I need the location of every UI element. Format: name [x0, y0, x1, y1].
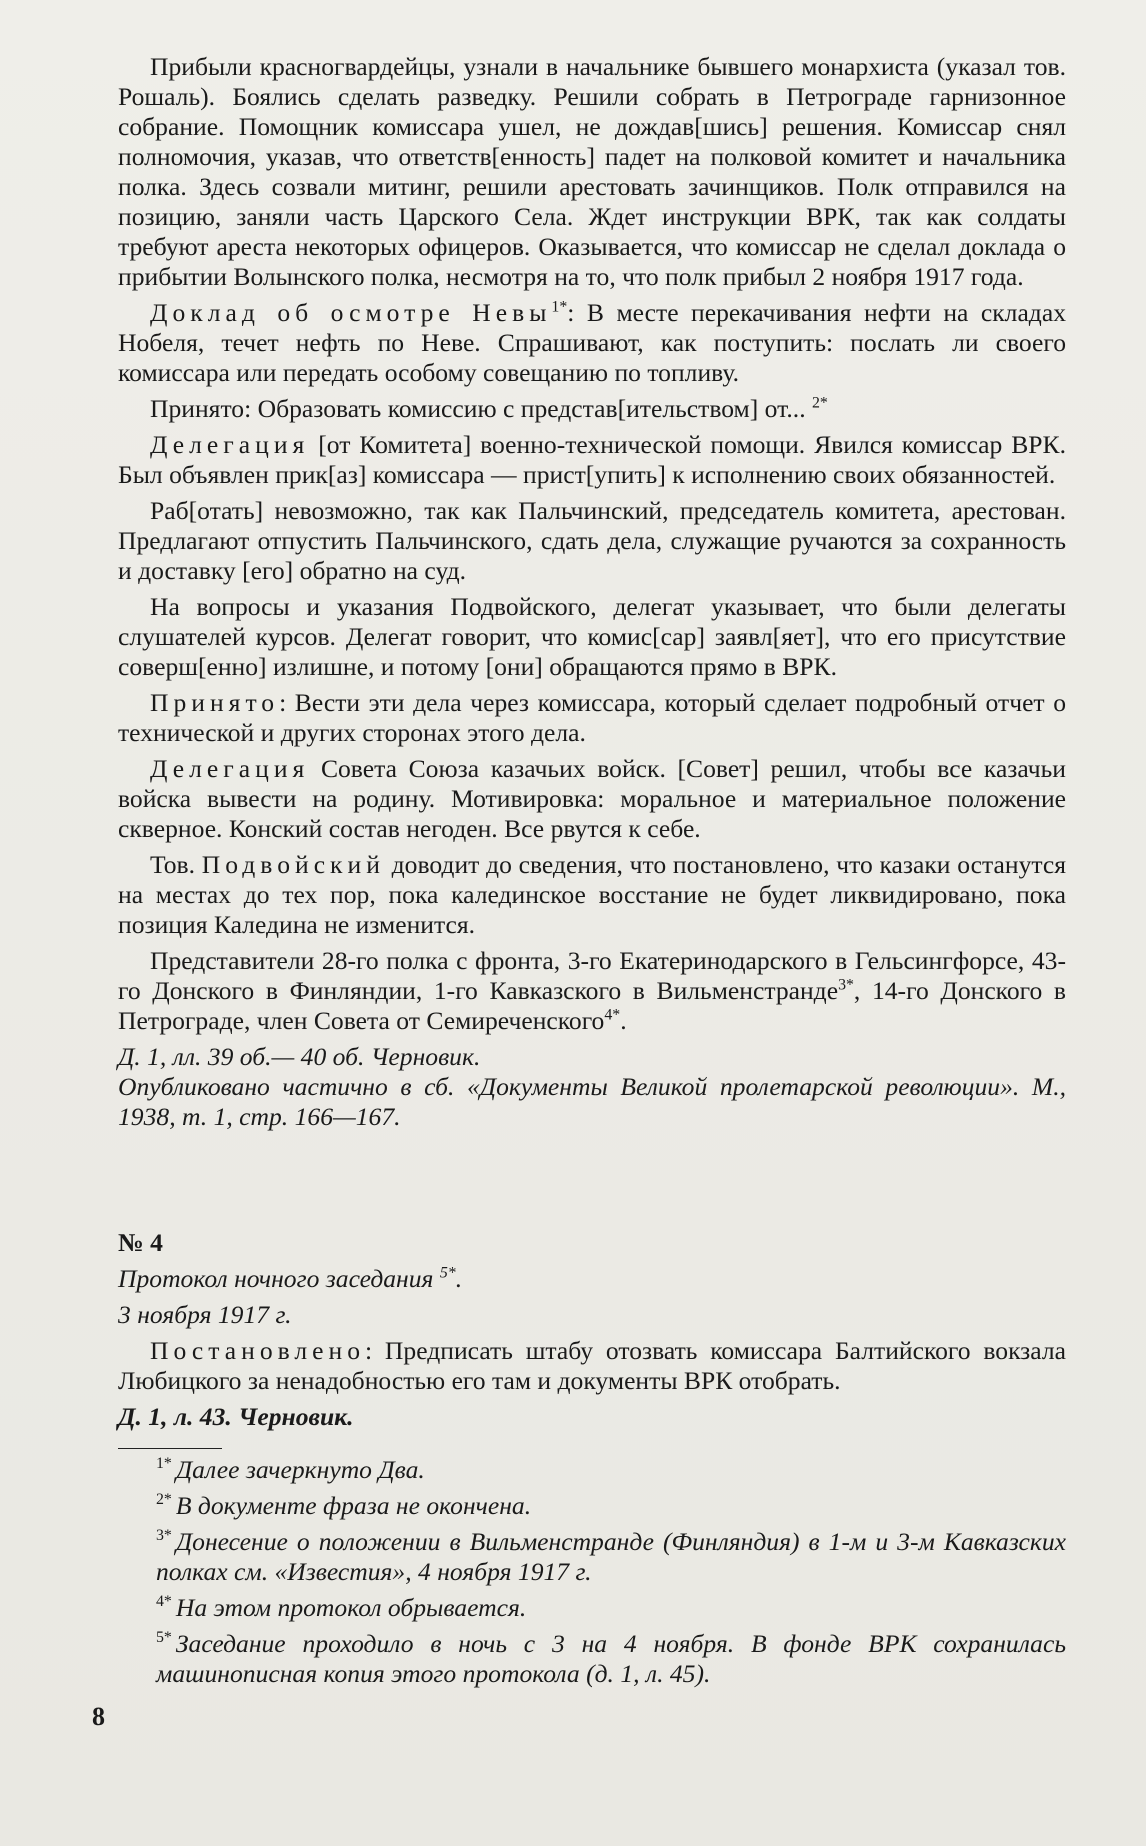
footnote-text: В документе фраза не окончена. — [175, 1491, 532, 1520]
paragraph-podvoisky-announcement — [118, 850, 1066, 940]
paragraph-report-volynsky: Прибыли красногвардейцы, узнали в начальнике бывшего монархиста (указал тов. Рошаль). Боялись сделать разведку. Решили собрать в Петрограде гарнизонное собрание. Помощник комиссара ушел, не дождав[шись] решения. Комиссар снял полномочия, указав, что ответств[енность] падет на полковой комитет и начальника полка. Здесь созвали митинг, решили арестовать зачинщиков. Полк отправился на позицию, заняли часть Царского Села. Ждет инструкции ВРК, так как солдаты требуют ареста некоторых офицеров. Оказывается, что комиссар не сделал доклада о прибытии Волынского полка, несмотря на то, что полк прибыл 2 ноября 1917 года. — [118, 52, 1066, 291]
document-title — [118, 1264, 1066, 1294]
spaced-heading: Делегация — [150, 754, 310, 783]
paragraph-accepted-commission — [118, 394, 1066, 424]
footnote-text: Заседание проходило в ночь с 3 на 4 ноября. В фонде ВРК сохранилась машинописная копия этого протокола (д. 1, л. 45). — [156, 1629, 1066, 1688]
footnote: $^{1*}$ Далее зачеркнуто Два. — [156, 1455, 425, 1484]
paragraph-text: , 14-го Донского в Петрограде, член Совета от Семиреченского — [118, 976, 1066, 1035]
footnotes — [118, 1455, 1066, 1689]
spaced-heading: Делегация — [150, 430, 310, 459]
footnote-ref: 3* — [838, 976, 854, 994]
footnote: $^{2*}$ В документе фраза не окончена. — [156, 1491, 532, 1520]
paragraph-cossack-delegation — [118, 754, 1066, 844]
spaced-heading: Принято — [150, 688, 280, 717]
spaced-heading: Подвойский — [201, 850, 385, 879]
paragraph-palchinsky: Раб[отать] невозможно, так как Пальчинский, председатель комитета, арестован. Предлагают отпустить Пальчинского, сдать дела, служащие ручаются за сохранность и доставку [его] обратно на суд. — [118, 496, 1066, 585]
footnote: $^{4*}$ На этом протокол обрывается. — [156, 1593, 527, 1622]
paragraph-text: Представители 28-го полка с фронта, 3-го Екатеринодарского в Гельсингфорсе, 43-го Донского в Финляндии, 1-го Кавказского в Вильменстранде — [118, 946, 1066, 1005]
footnote-text: Донесение о положении в Вильменстранде (Финляндия) в 1-м и 3-м Кавказских полках см. «Известия», 4 ноября 1917 г. — [156, 1527, 1066, 1586]
paragraph-neva-inspection — [118, 298, 1066, 388]
footnote-text: На этом протокол обрывается. — [175, 1593, 527, 1622]
paragraph-text: доводит до сведения, что постановлено, что казаки останутся на местах до тех пор, пока калединское восстание не будет ликвидировано, пока позиция Каледина не изменится. — [118, 850, 1066, 939]
archive-source: Д. 1, лл. 39 об.— 40 об. Черновик. — [118, 1042, 481, 1071]
document-date: 3 ноября 1917 г. — [118, 1300, 292, 1329]
footnote: $^{3*}$ Донесение о положении в Вильменстранде (Финляндия) в 1-м и 3-м Кавказских полках см. «Известия», 4 ноября 1917 г. — [156, 1527, 1066, 1586]
footnote-ref: 5* — [439, 1264, 456, 1282]
footnote-ref: 2* — [812, 394, 828, 412]
spaced-heading: Постановлено — [150, 1336, 365, 1365]
footnote-ref: 4* — [604, 1006, 621, 1024]
paragraph-text: [от Комитета] военно-технической помощи. Явился комиссар ВРК. Был объявлен прик[аз] комиссара — прист[упить] к исполнению своих обязанностей. — [118, 430, 1066, 489]
paragraph-text: : В месте перекачивания нефти на складах Нобеля, течет нефть по Неве. Спрашивают, как поступить: послать ли своего комиссара или передать особому совещанию по топливу. — [118, 298, 1066, 387]
paragraph-accepted-commissar — [118, 688, 1066, 748]
paragraph-text: . — [620, 1006, 627, 1035]
document-number: № 4 — [118, 1228, 163, 1257]
footnote-divider — [118, 1448, 222, 1449]
paragraph-text: : Вести эти дела через комиссара, который сделает подробный отчет о технической и других сторонах этого дела. — [118, 688, 1066, 747]
page-number: 8 — [92, 1702, 105, 1731]
archive-source: Д. 1, л. 43. Черновик. — [118, 1402, 354, 1431]
paragraph-podvoisky-questions: На вопросы и указания Подвойского, делегат указывает, что были делегаты слушателей курсов. Делегат говорит, что комис[сар] заявл[яет], что его присутствие соверш[енно] излишне, и потому [они] обращаются прямо в ВРК. — [118, 592, 1066, 681]
title-text: Протокол ночного заседания — [118, 1264, 440, 1293]
paragraph-text: Тов. — [150, 850, 202, 879]
paragraph-delegation-tech — [118, 430, 1066, 490]
paragraph-decision — [118, 1336, 1066, 1396]
title-text: . — [455, 1264, 463, 1293]
publication-source: Опубликовано частично в сб. «Документы Великой пролетарской революции». М., 1938, т. 1, стр. 166—167. — [118, 1072, 1066, 1131]
paragraph-text: Принято: Образовать комиссию с представ[ительством] от... — [150, 394, 812, 423]
spaced-heading: Доклад об осмотре Невы — [150, 298, 552, 327]
footnote-ref: 1* — [551, 298, 568, 316]
document-4 — [118, 1228, 1066, 1432]
footnote-text: Далее зачеркнуто Два. — [175, 1455, 425, 1484]
paragraph-text: : Предписать штабу отозвать комиссара Балтийского вокзала Любицкого за ненадобностью его там и документы ВРК отобрать. — [118, 1336, 1066, 1395]
paragraph-text: Совета Союза казачьих войск. [Совет] решил, чтобы все казачьи войска вывести на родину. Мотивировка: моральное и материальное положение скверное. Конский состав негоден. Все рвутся к себе. — [118, 754, 1066, 843]
page-column — [118, 52, 1066, 1689]
paragraph-regiment-representatives — [118, 946, 1066, 1036]
footnote: $^{5*}$ Заседание проходило в ночь с 3 на 4 ноября. В фонде ВРК сохранилась машинописная копия этого протокола (д. 1, л. 45). — [156, 1629, 1066, 1688]
